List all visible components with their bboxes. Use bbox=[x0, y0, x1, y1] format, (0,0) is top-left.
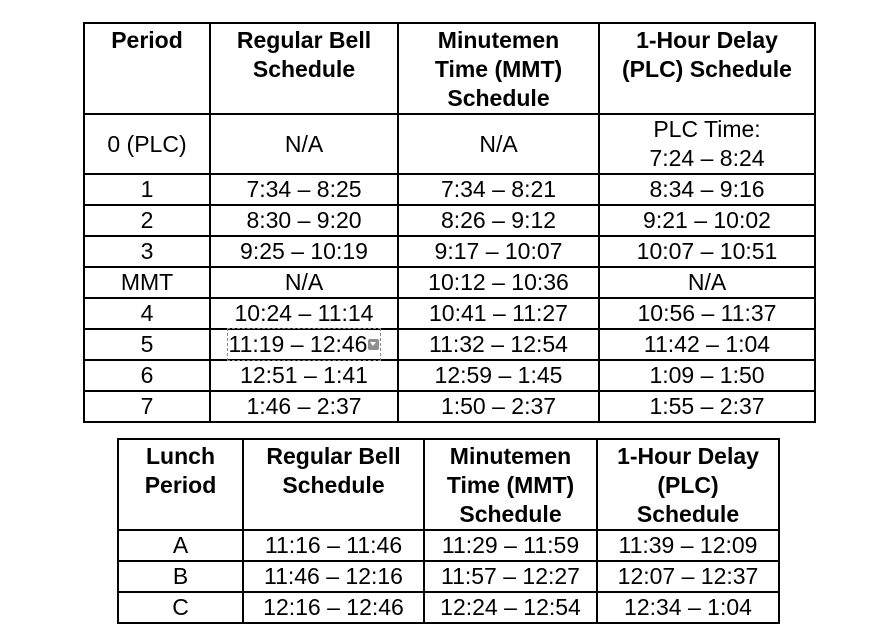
regular-cell: 9:25 – 10:19 bbox=[210, 236, 398, 267]
table-row bbox=[84, 205, 815, 236]
mmt-cell: 10:12 – 10:36 bbox=[398, 267, 599, 298]
delay-cell: N/A bbox=[599, 267, 815, 298]
period-cell: 4 bbox=[84, 298, 210, 329]
bell-schedule-table bbox=[83, 22, 816, 423]
lunch-period-cell: A bbox=[118, 530, 243, 561]
table-row bbox=[84, 391, 815, 422]
mmt-cell: 12:24 – 12:54 bbox=[424, 592, 597, 623]
regular-cell-selected[interactable] bbox=[210, 329, 398, 360]
regular-cell: 12:51 – 1:41 bbox=[210, 360, 398, 391]
header-one-hour-delay: 1-Hour Delay (PLC) Schedule bbox=[599, 23, 815, 114]
regular-cell: N/A bbox=[210, 267, 398, 298]
delay-cell: 8:34 – 9:16 bbox=[599, 174, 815, 205]
regular-cell: 12:16 – 12:46 bbox=[243, 592, 424, 623]
lunch-header-row bbox=[118, 439, 779, 530]
regular-cell: 10:24 – 11:14 bbox=[210, 298, 398, 329]
header-period: Period bbox=[84, 23, 210, 114]
delay-cell: 10:07 – 10:51 bbox=[599, 236, 815, 267]
lunch-period-cell: B bbox=[118, 561, 243, 592]
period-cell: 0 (PLC) bbox=[84, 114, 210, 174]
header-one-hour-delay: 1-Hour Delay (PLC) Schedule bbox=[597, 439, 779, 530]
regular-cell: 7:34 – 8:25 bbox=[210, 174, 398, 205]
period-cell: 6 bbox=[84, 360, 210, 391]
period-cell: MMT bbox=[84, 267, 210, 298]
table-row bbox=[84, 267, 815, 298]
mmt-cell: N/A bbox=[398, 114, 599, 174]
regular-cell: 11:16 – 11:46 bbox=[243, 530, 424, 561]
chevron-down-icon[interactable] bbox=[368, 339, 379, 350]
table-row bbox=[84, 329, 815, 360]
header-mmt: Minutemen Time (MMT) Schedule bbox=[424, 439, 597, 530]
header-mmt: Minutemen Time (MMT) Schedule bbox=[398, 23, 599, 114]
table-row bbox=[84, 236, 815, 267]
regular-cell: 11:46 – 12:16 bbox=[243, 561, 424, 592]
delay-cell: 12:07 – 12:37 bbox=[597, 561, 779, 592]
period-cell: 7 bbox=[84, 391, 210, 422]
delay-cell: 1:09 – 1:50 bbox=[599, 360, 815, 391]
lunch-schedule-table bbox=[117, 438, 780, 624]
selected-cell-text[interactable] bbox=[229, 330, 380, 359]
period-cell: 2 bbox=[84, 205, 210, 236]
table-row bbox=[84, 360, 815, 391]
period-cell: 3 bbox=[84, 236, 210, 267]
regular-cell: N/A bbox=[210, 114, 398, 174]
table-row bbox=[118, 530, 779, 561]
period-cell: 1 bbox=[84, 174, 210, 205]
delay-cell: 11:42 – 1:04 bbox=[599, 329, 815, 360]
mmt-cell: 10:41 – 11:27 bbox=[398, 298, 599, 329]
regular-cell: 1:46 – 2:37 bbox=[210, 391, 398, 422]
mmt-cell: 8:26 – 9:12 bbox=[398, 205, 599, 236]
table-row bbox=[84, 298, 815, 329]
period-cell: 5 bbox=[84, 329, 210, 360]
table-row bbox=[118, 561, 779, 592]
delay-cell: 9:21 – 10:02 bbox=[599, 205, 815, 236]
header-regular-bell: Regular Bell Schedule bbox=[243, 439, 424, 530]
mmt-cell: 12:59 – 1:45 bbox=[398, 360, 599, 391]
table-row bbox=[84, 174, 815, 205]
regular-cell: 8:30 – 9:20 bbox=[210, 205, 398, 236]
delay-cell: 11:39 – 12:09 bbox=[597, 530, 779, 561]
header-regular-bell: Regular Bell Schedule bbox=[210, 23, 398, 114]
header-lunch-period: Lunch Period bbox=[118, 439, 243, 530]
mmt-cell: 1:50 – 2:37 bbox=[398, 391, 599, 422]
table-row bbox=[118, 592, 779, 623]
delay-cell: 12:34 – 1:04 bbox=[597, 592, 779, 623]
delay-cell: 1:55 – 2:37 bbox=[599, 391, 815, 422]
mmt-cell: 7:34 – 8:21 bbox=[398, 174, 599, 205]
mmt-cell: 11:29 – 11:59 bbox=[424, 530, 597, 561]
mmt-cell: 11:32 – 12:54 bbox=[398, 329, 599, 360]
selected-cell-value: 11:19 – 12:46 bbox=[228, 331, 368, 357]
mmt-cell: 9:17 – 10:07 bbox=[398, 236, 599, 267]
lunch-period-cell: C bbox=[118, 592, 243, 623]
mmt-cell: 11:57 – 12:27 bbox=[424, 561, 597, 592]
table-row bbox=[84, 114, 815, 174]
delay-cell: PLC Time: 7:24 – 8:24 bbox=[599, 114, 815, 174]
delay-cell: 10:56 – 11:37 bbox=[599, 298, 815, 329]
bell-header-row bbox=[84, 23, 815, 114]
